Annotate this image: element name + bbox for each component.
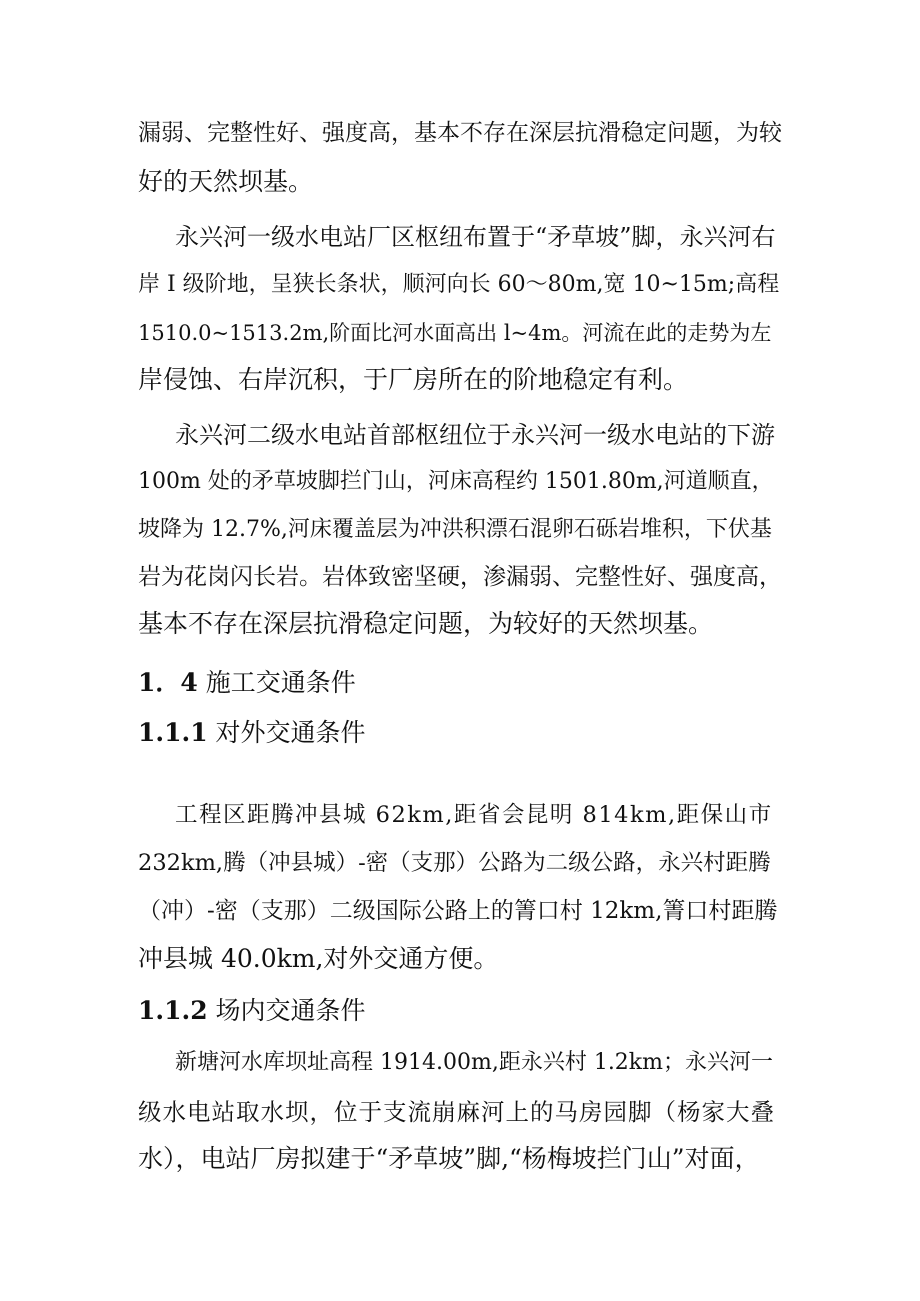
- section-heading-1-1-1: [138, 718, 366, 748]
- paragraph-line: 好的天然坝基。: [138, 167, 314, 196]
- paragraph-line: 232km,腾（冲县城）-密（支那）公路为二级公路，永兴村距腾: [138, 850, 771, 876]
- paragraph-line: 基本不存在深层抗滑稳定问题，为较好的天然坝基。: [138, 609, 714, 638]
- paragraph-line: 水），电站厂房拟建于“矛草坡”脚,“杨梅坡拦门山”对面，: [138, 1144, 760, 1173]
- section-heading-1-4: [138, 668, 356, 698]
- paragraph-line: 坡降为 12.7%,河床覆盖层为冲洪积漂石混卵石砾岩堆积，下伏基: [138, 517, 772, 542]
- paragraph-line: 冲县城 40.0km,对外交通方便。: [138, 944, 499, 973]
- paragraph-line: 永兴河一级水电站厂区枢纽布置于“矛草坡”脚，永兴河右: [175, 223, 776, 251]
- paragraph-line: 岸侵蚀、右岸沉积，于厂房所在的阶地稳定有利。: [138, 365, 689, 394]
- section-number: 1.1.2: [138, 996, 208, 1025]
- paragraph-line: 岩为花岗闪长岩。岩体致密坚硬，渗漏弱、完整性好、强度高，: [138, 564, 782, 590]
- paragraph-line: 1510.0~1513.2m,阶面比河水面高出 l~4m。河流在此的走势为左: [138, 321, 772, 345]
- paragraph-line: 新塘河水库坝址高程 1914.00m,距永兴村 1.2km；永兴河一: [175, 1050, 773, 1075]
- paragraph-line: 级水电站取水坝，位于支流崩麻河上的马房园脚（杨家大叠: [138, 1098, 775, 1126]
- paragraph-line: （冲）-密（支那）二级国际公路上的箐口村 12km,箐口村距腾: [138, 898, 778, 924]
- section-number: 1．4: [138, 668, 198, 697]
- section-title: 对外交通条件: [215, 718, 366, 747]
- section-title: 场内交通条件: [215, 996, 366, 1025]
- paragraph-line: 永兴河二级水电站首部枢纽位于永兴河一级水电站的下游: [175, 421, 775, 449]
- section-number: 1.1.1: [138, 718, 208, 747]
- paragraph-line: 岸 I 级阶地，呈狭长条状，顺河向长 60～80m,宽 10~15m;高程: [138, 272, 780, 297]
- section-heading-1-1-2: [138, 996, 366, 1026]
- section-title: 施工交通条件: [205, 668, 356, 697]
- paragraph-line: 100m 处的矛草坡脚拦门山，河床高程约 1501.80m,河道顺直，: [138, 469, 774, 494]
- paragraph-line: 漏弱、完整性好、强度高，基本不存在深层抗滑稳定问题，为较: [138, 120, 782, 146]
- paragraph-line: 工程区距腾冲县城 62km,距省会昆明 814km,距保山市: [175, 802, 773, 828]
